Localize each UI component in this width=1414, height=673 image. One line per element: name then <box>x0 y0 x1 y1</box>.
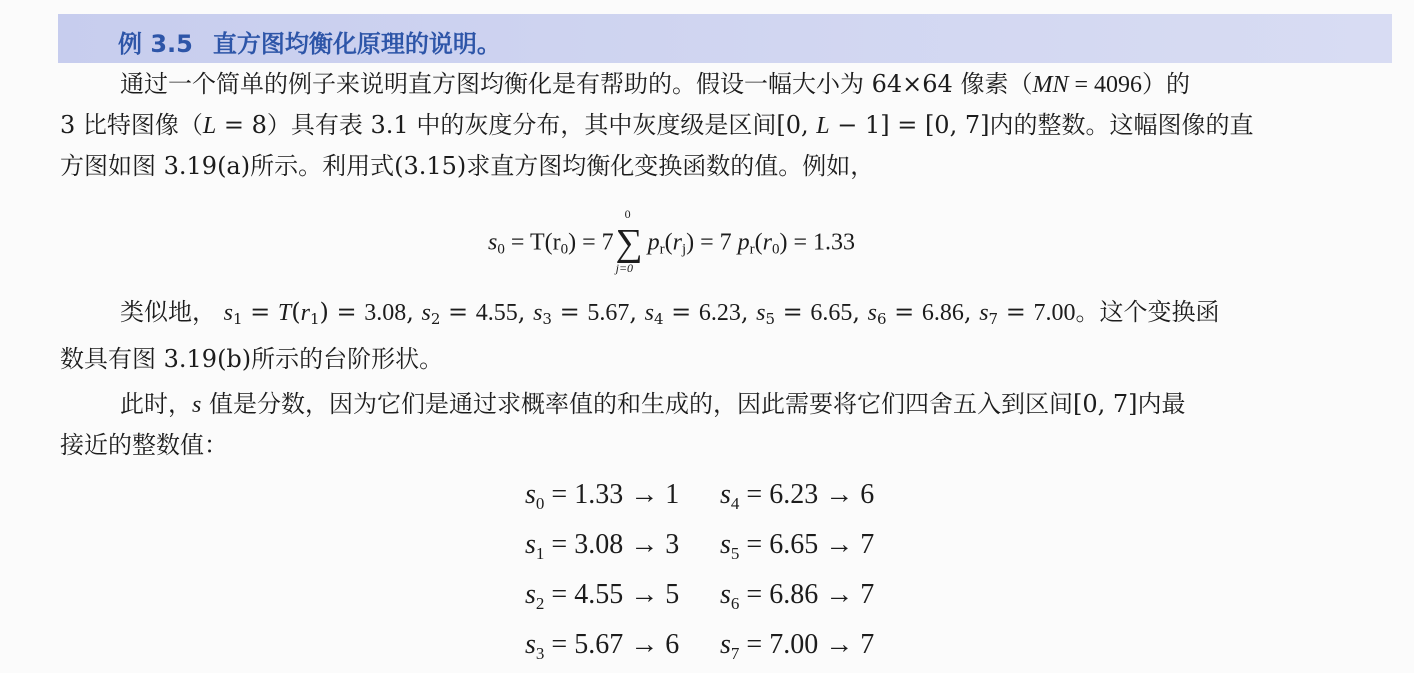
rounding-entry: $s_7 = 7.00 \to 7$ <box>720 629 875 663</box>
rounding-entry: $s_1 = 3.08 \to 3$ <box>525 529 680 563</box>
paragraph-similarly: 类似地， $s_1 = T(r_1) = 3.08$, $s_2 = 4.55$, $s_3 = 5.67$, $s_4 = 6.23$, $s_5 = 6.65$, $s_6 = 6.86$, $s_7 = 7.00$。这个变换函 数具有图 3.19(b)所示的台阶形状。 <box>60 298 1220 373</box>
rounding-entry: $s_5 = 6.65 \to 7$ <box>720 529 875 563</box>
rounding-entry: $s_0 = 1.33 \to 1$ <box>525 479 680 513</box>
rounding-entry: $s_2 = 4.55 \to 5$ <box>525 579 680 613</box>
equation-s0: $s_0 = T(r_0) = 7$ ∑ 0 j=0 $p_r(r_j) = 7$ $p_r(r_0) = 1.33$ <box>488 207 856 275</box>
paragraph-rounding: 此时，s 值是分数，因为它们是通过求概率值的和生成的，因此需要将它们四舍五入到区间[0, 7]内最 接近的整数值： <box>60 390 1186 459</box>
paragraph-intro: 通过一个简单的例子来说明直方图均衡化是有帮助的。假设一幅大小为 64×64 像素（MN = 4096）的 3 比特图像（L = 8）具有表 3.1 中的灰度分布，其中灰度级是区间[0, L − 1] = [0, 7]内的整数。这幅图像的直 方图如图 3.19(a)所示。利用式(3.15)求直方图均衡化变换函数的值。例如， <box>60 70 1254 180</box>
rounding-table <box>525 476 920 673</box>
example-number: 例 3.5 <box>118 30 193 58</box>
example-heading <box>118 24 501 59</box>
summation-symbol: ∑ 0 j=0 <box>615 207 643 275</box>
example-title: 直方图均衡化原理的说明。 <box>212 30 501 58</box>
rounding-entry: $s_6 = 6.86 \to 7$ <box>720 579 875 613</box>
rounding-entry: $s_3 = 5.67 \to 6$ <box>525 629 680 663</box>
rounding-entry: $s_4 = 6.23 \to 6$ <box>720 479 875 513</box>
